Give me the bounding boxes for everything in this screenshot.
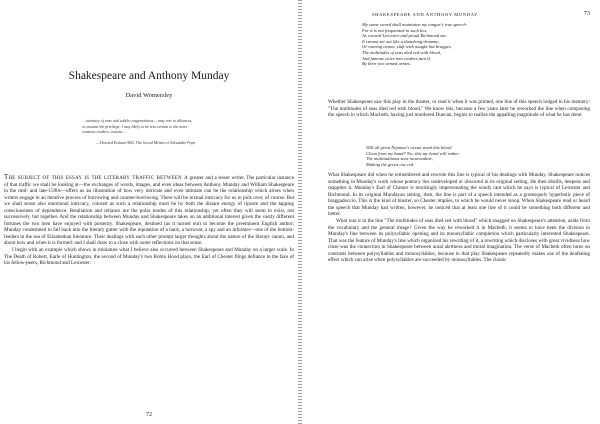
epigraph-line: ... intimacy of ease and subtle congenialness ... may rise to alliances, (82, 118, 193, 123)
verse-line: Will all great Neptune's ocean wash this blood (366, 145, 452, 150)
right-body-text-1 (328, 99, 590, 119)
body-paragraph: What was it in the line "The multitudes of seas died red with blood" which snagged on Shakespeare's attention, aside from the vocabulary and the general image? Given the way he reworked it in Macbeth, it seems to have been the division in Munday's line between its polysyllabic opening and its monosyllabic completion which particularly interested Shakespeare. That was the feature of Munday's line which organized his rewriting of it, a rewriting which discloses with great vividness how close was the connection in Shakespeare between aural alertness and moral imagination. The verse of Macbeth often turns on contrasts between polysyllables and monosyllables, because in that play Shakespeare repeatedly makes use of the deafening effect which can arise when polysyllables are succeeded by monosyllables. The classic (328, 218, 590, 263)
verse-line: Making the green one red. (366, 161, 415, 167)
page-number-right: 73 (584, 11, 590, 17)
body-paragraph: What Shakespeare did when he remembered and rewrote this line is typical of his dealings with Munday. Shakespeare notices something in Munday's work whose potency lies undeveloped or obscured in its original setting. He then distills, deepens and reapplies it. Munday's Earl of Chester is mockingly impersonating the windy rant which he says is typical of Leicester and Richmond. In its original Mundayan setting, then, the line is part of a speech intended as a grotesquely hyperbolic piece of braggadoccio. This is the kind of bluster, so Chester implies, to which he would never stoop. When Shakespeare read or heard the speech that Munday had written, however, he noticed that at least one line of it could be something both different and better. (328, 172, 590, 217)
running-head: SHAKESPEARE AND ANTHONY MUNDAY (372, 12, 479, 17)
epigraph-line: cautious readers, cousins ... (82, 129, 127, 135)
epigraph-line: or assume the privilege, I may likely to be less certain to the more (82, 123, 188, 129)
verse-line: The multitudinous seas incarnadine, (366, 156, 433, 162)
body-paragraph: Whether Shakespeare saw this play in the theater, or read it when it was printed, one line of this speech lodged in his memory: "The multitudes of seas died red with blood." We know this, because a few years later he reworked the line when composing the speech in which Macbeth, having just murdered Duncan, begins to realize the appalling magnitude of what he has done: (328, 99, 590, 118)
verse-quote-macbeth (366, 145, 566, 167)
left-body-text (4, 174, 294, 267)
page-number-left: 72 (146, 412, 152, 418)
verse-quote-munday (362, 22, 562, 67)
body-paragraph: greater and a lesser writer. The particular instance of that traffic we shall be looking at—the exchanges of words, images, and even ideas between Anthony Munday and William Shakespeare in the mid- and late-1590s—offers us an illustration of how very intricate and even intimate can be the relationship which arises when writers engage in an iterative process of borrowing and counter-borrowing. There will be textual intricacy for us to pick over, of course. But we shall sense also emotional intricacy, colored as such a relationship must be by both the distant energy of riposte and the tapping consciousness of dependence. Retaliation and reliance are the polar modes of this relationship; yet often they will seem to exist, not successively, but together. And the relationship between Munday and Shakespeare takes on an additional interest given the vastly different fortunes the two men have enjoyed with posterity. Shakespeare, destined (as it turned out) to become the preeminent English author; Munday condemned to fall back into the literary gutter with the reputation of a hack, a turncoat, a spy and an informer—one of the bottom-feeders in the sea of Elizabethan literature. Their dealings with each other prompt larger thoughts about the nature of the literary canon, and about how and when it is formed: and I shall draw to a close with some reflections on that sense. (4, 175, 294, 246)
left-page (0, 0, 298, 424)
verse-line: Clean from my hand? No; this my hand will rather (366, 150, 460, 156)
epigraph-attribution: —Howard Erskine-Hill, The Social Milieu of Alexander Pope (96, 140, 196, 145)
essay-author: David Womersley (125, 92, 173, 99)
verse-line: My sinne sword shall maintaine my tongue's true speech: (362, 22, 468, 27)
verse-line: The multitudes of seas died red with blood, (362, 49, 441, 55)
epigraph (82, 118, 214, 135)
essay-title: Shakespeare and Anthony Munday (68, 70, 230, 82)
verse-line: It cannot set out like a thundring drumme, (362, 38, 440, 44)
verse-line: And famous cities into cinders turn'd, (362, 55, 431, 61)
verse-line: For it is not frequented to such lies, (362, 27, 428, 33)
right-page (302, 0, 600, 424)
body-paragraph: I begin with an example which shows in miniature what I believe also occurred between Shakespeare and Munday on a larger scale. In The Death of Robert, Earle of Huntington, the second of Munday's two Robin Hood plays, the Earl of Chester flings defiance in the face of his fellow-peers, Richmond and Leicester: (4, 247, 294, 266)
verse-line: Or roaring canon, stuft with naught but bragges, (362, 44, 452, 50)
verse-line: By their two armed armes. (362, 61, 411, 67)
right-body-text-2 (328, 172, 590, 264)
opening-small-caps: The subject of this essay is the literary traffic between a (4, 173, 188, 181)
verse-line: As coward Leicester and proud Richmond use. (362, 33, 448, 39)
